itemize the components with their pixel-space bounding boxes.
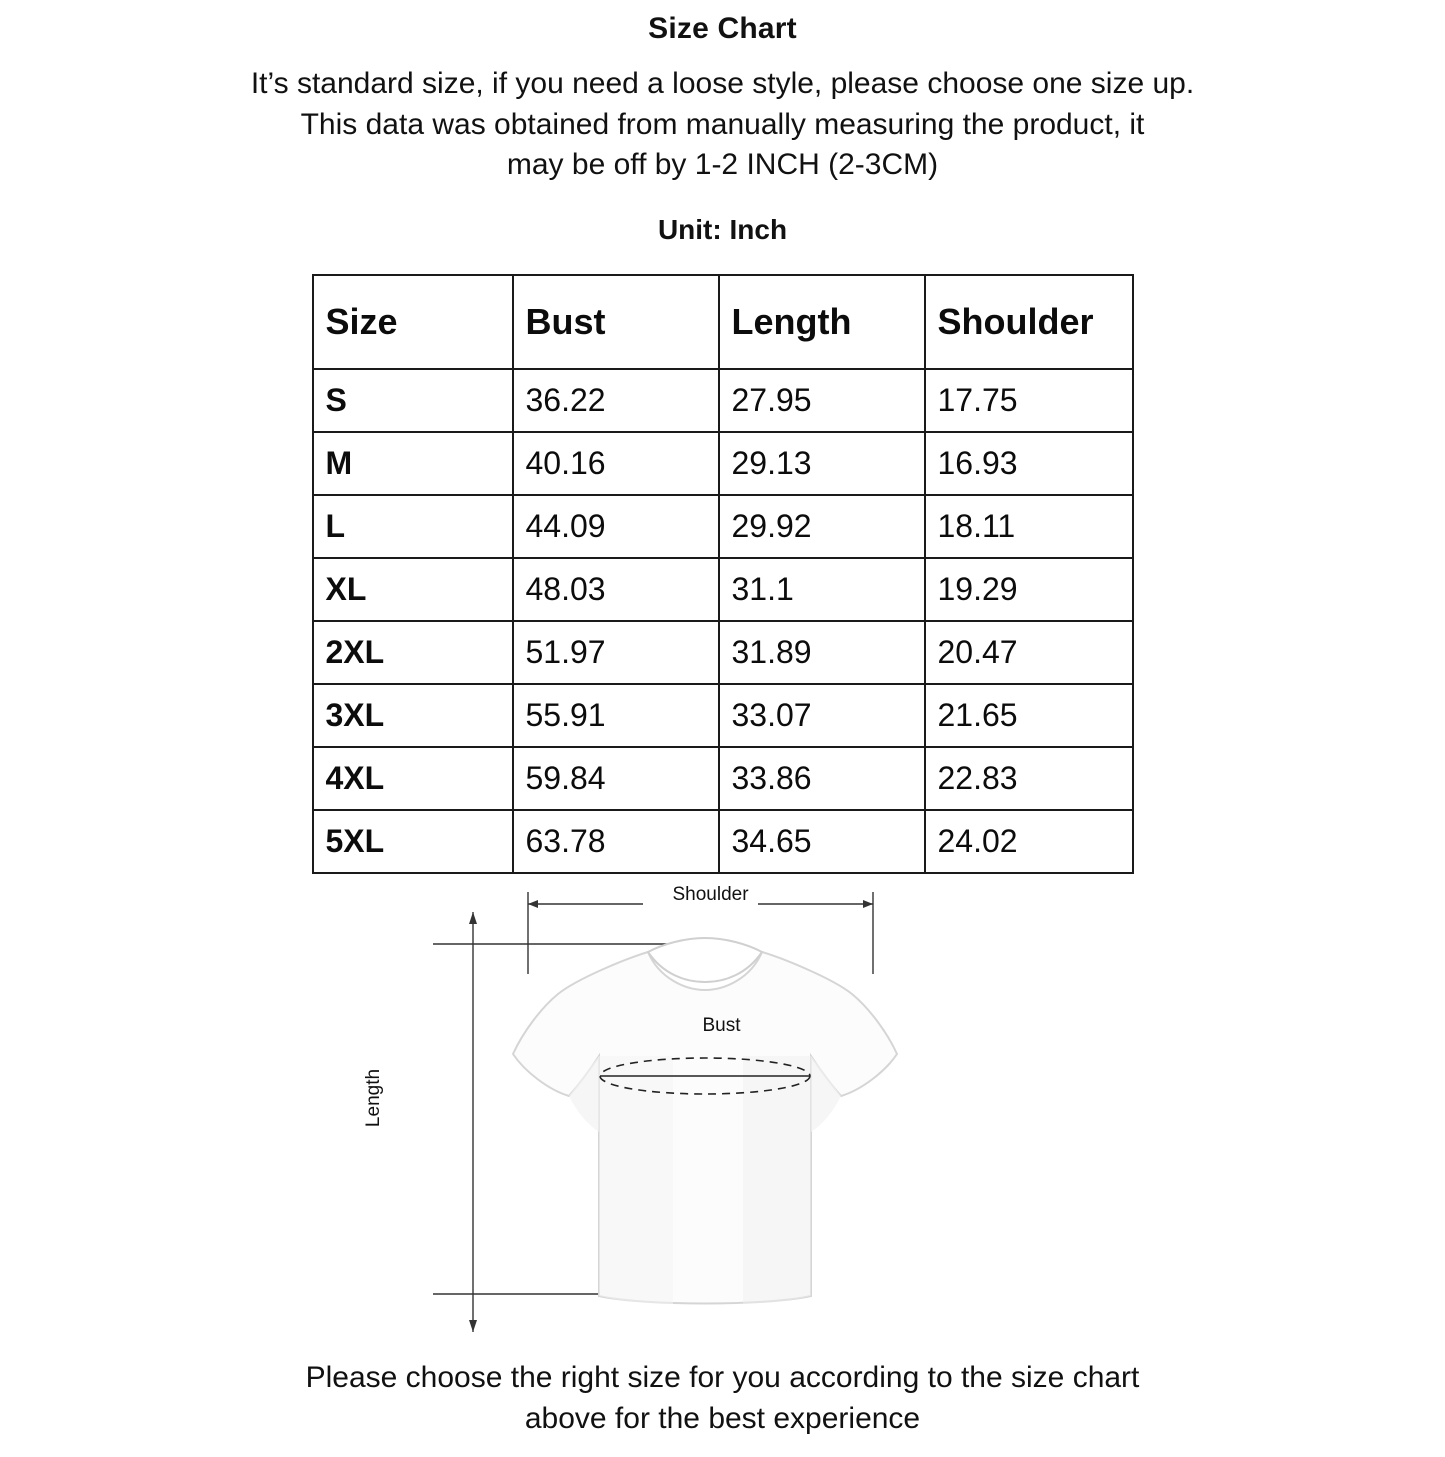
cell-bust: 51.97 (513, 621, 719, 684)
footer-line-2: above for the best experience (524, 1401, 921, 1435)
footer-line-1: Please choose the right size for you according to the size chart (305, 1361, 1140, 1394)
diagram-label-length: Length (362, 1068, 384, 1127)
intro-text (0, 64, 1445, 186)
cell-size: 2XL (313, 621, 513, 684)
cell-bust: 63.78 (513, 810, 719, 873)
cell-size: XL (313, 558, 513, 621)
diagram-label-bust: Bust (702, 1014, 741, 1036)
cell-shoulder: 19.29 (925, 558, 1133, 621)
cell-length: 31.89 (719, 621, 925, 684)
table-row (313, 810, 1133, 873)
cell-length: 33.86 (719, 747, 925, 810)
column-header-shoulder: Shoulder (925, 275, 1133, 369)
intro-line-2: This data was obtained from manually measuring the product, it (300, 107, 1145, 141)
diagram-label-shoulder: Shoulder (672, 883, 749, 905)
cell-size: L (313, 495, 513, 558)
cell-length: 29.92 (719, 495, 925, 558)
measurement-diagram-wrapper (0, 882, 1445, 1352)
column-header-bust: Bust (513, 275, 719, 369)
cell-size: 3XL (313, 684, 513, 747)
cell-length: 27.95 (719, 369, 925, 432)
size-table (312, 274, 1134, 874)
cell-shoulder: 17.75 (925, 369, 1133, 432)
column-header-size: Size (313, 275, 513, 369)
cell-bust: 59.84 (513, 747, 719, 810)
cell-bust: 40.16 (513, 432, 719, 495)
table-row (313, 369, 1133, 432)
cell-length: 31.1 (719, 558, 925, 621)
cell-bust: 36.22 (513, 369, 719, 432)
cell-shoulder: 24.02 (925, 810, 1133, 873)
cell-length: 34.65 (719, 810, 925, 873)
size-chart-page (0, 12, 1445, 1457)
footer-note (0, 1358, 1445, 1439)
cell-shoulder: 18.11 (925, 495, 1133, 558)
cell-shoulder: 20.47 (925, 621, 1133, 684)
cell-size: S (313, 369, 513, 432)
table-row (313, 747, 1133, 810)
cell-size: 4XL (313, 747, 513, 810)
tshirt-illustration (373, 882, 1073, 1352)
page-title: Size Chart (648, 12, 797, 45)
table-row (313, 558, 1133, 621)
cell-shoulder: 16.93 (925, 432, 1133, 495)
intro-line-1: It’s standard size, if you need a loose style, please choose one size up. (250, 67, 1195, 100)
table-row (313, 684, 1133, 747)
table-row (313, 621, 1133, 684)
cell-bust: 48.03 (513, 558, 719, 621)
cell-length: 29.13 (719, 432, 925, 495)
cell-bust: 44.09 (513, 495, 719, 558)
unit-label: Unit: Inch (657, 213, 788, 245)
table-row (313, 432, 1133, 495)
column-header-length: Length (719, 275, 925, 369)
table-row (313, 495, 1133, 558)
cell-shoulder: 22.83 (925, 747, 1133, 810)
cell-length: 33.07 (719, 684, 925, 747)
table-header-row (313, 275, 1133, 369)
cell-size: 5XL (313, 810, 513, 873)
cell-bust: 55.91 (513, 684, 719, 747)
measurement-diagram (362, 882, 1073, 1352)
intro-line-3: may be off by 1-2 INCH (2-3CM) (506, 148, 939, 181)
cell-size: M (313, 432, 513, 495)
cell-shoulder: 21.65 (925, 684, 1133, 747)
